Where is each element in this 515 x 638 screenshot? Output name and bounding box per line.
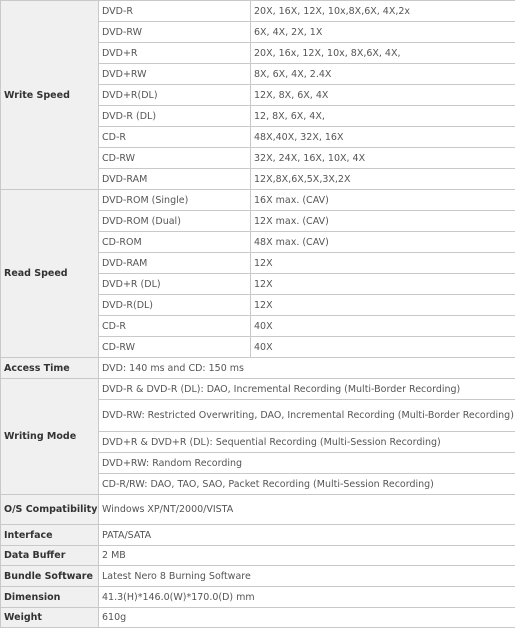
write-speed-value: 20X, 16x, 12X, 10x, 8X,6X, 4X, bbox=[251, 43, 515, 64]
read-speed-media: DVD+R (DL) bbox=[99, 274, 251, 295]
read-speed-value: 12X bbox=[251, 274, 515, 295]
read-speed-label: Read Speed bbox=[1, 190, 99, 358]
read-speed-value: 48X max. (CAV) bbox=[251, 232, 515, 253]
write-speed-media: DVD+R bbox=[99, 43, 251, 64]
dimension-value: 41.3(H)*146.0(W)*170.0(D) mm bbox=[99, 587, 515, 608]
write-speed-value: 12X, 8X, 6X, 4X bbox=[251, 85, 515, 106]
write-speed-media: CD-RW bbox=[99, 148, 251, 169]
spec-row-access-time bbox=[1, 358, 515, 379]
read-speed-media: DVD-ROM (Dual) bbox=[99, 211, 251, 232]
spec-row-read-speed bbox=[1, 190, 515, 211]
spec-row-data-buffer bbox=[1, 546, 515, 566]
writing-mode-value: DVD-RW: Restricted Overwriting, DAO, Incremental Recording (Multi-Border Recording) bbox=[99, 400, 515, 432]
read-speed-value: 12X bbox=[251, 253, 515, 274]
read-speed-media: CD-RW bbox=[99, 337, 251, 358]
write-speed-media: DVD+R(DL) bbox=[99, 85, 251, 106]
read-speed-value: 16X max. (CAV) bbox=[251, 190, 515, 211]
spec-row-dimension bbox=[1, 587, 515, 608]
access-time-value: DVD: 140 ms and CD: 150 ms bbox=[99, 358, 515, 379]
bundle-software-label: Bundle Software bbox=[1, 566, 99, 587]
read-speed-value: 12X max. (CAV) bbox=[251, 211, 515, 232]
write-speed-value: 12, 8X, 6X, 4X, bbox=[251, 106, 515, 127]
write-speed-label: Write Speed bbox=[1, 1, 99, 190]
os-compatibility-label: O/S Compatibility bbox=[1, 495, 99, 525]
weight-value: 610g bbox=[99, 608, 515, 628]
write-speed-value: 12X,8X,6X,5X,3X,2X bbox=[251, 169, 515, 190]
write-speed-value: 48X,40X, 32X, 16X bbox=[251, 127, 515, 148]
dimension-label: Dimension bbox=[1, 587, 99, 608]
write-speed-media: CD-R bbox=[99, 127, 251, 148]
writing-mode-value: DVD+R & DVD+R (DL): Sequential Recording (Multi-Session Recording) bbox=[99, 432, 515, 453]
interface-label: Interface bbox=[1, 525, 99, 546]
write-speed-media: DVD-RW bbox=[99, 22, 251, 43]
write-speed-value: 32X, 24X, 16X, 10X, 4X bbox=[251, 148, 515, 169]
write-speed-media: DVD-R bbox=[99, 1, 251, 22]
write-speed-value: 8X, 6X, 4X, 2.4X bbox=[251, 64, 515, 85]
spec-row-interface bbox=[1, 525, 515, 546]
access-time-label: Access Time bbox=[1, 358, 99, 379]
write-speed-media: DVD-R (DL) bbox=[99, 106, 251, 127]
bundle-software-value: Latest Nero 8 Burning Software bbox=[99, 566, 515, 587]
read-speed-media: CD-ROM bbox=[99, 232, 251, 253]
spec-row-writing-mode bbox=[1, 379, 515, 400]
writing-mode-value: DVD-R & DVD-R (DL): DAO, Incremental Recording (Multi-Border Recording) bbox=[99, 379, 515, 400]
spec-row-bundle-software bbox=[1, 566, 515, 587]
read-speed-value: 12X bbox=[251, 295, 515, 316]
write-speed-media: DVD+RW bbox=[99, 64, 251, 85]
read-speed-value: 40X bbox=[251, 316, 515, 337]
spec-row-os bbox=[1, 495, 515, 525]
writing-mode-value: CD-R/RW: DAO, TAO, SAO, Packet Recording (Multi-Session Recording) bbox=[99, 474, 515, 495]
writing-mode-value: DVD+RW: Random Recording bbox=[99, 453, 515, 474]
data-buffer-value: 2 MB bbox=[99, 546, 515, 566]
spec-row-weight bbox=[1, 608, 515, 628]
read-speed-media: DVD-RAM bbox=[99, 253, 251, 274]
write-speed-value: 20X, 16X, 12X, 10x,8X,6X, 4X,2x bbox=[251, 1, 515, 22]
read-speed-media: DVD-ROM (Single) bbox=[99, 190, 251, 211]
spec-row-write-speed bbox=[1, 1, 515, 22]
interface-value: PATA/SATA bbox=[99, 525, 515, 546]
write-speed-media: DVD-RAM bbox=[99, 169, 251, 190]
read-speed-media: DVD-R(DL) bbox=[99, 295, 251, 316]
read-speed-media: CD-R bbox=[99, 316, 251, 337]
read-speed-value: 40X bbox=[251, 337, 515, 358]
os-compatibility-value: Windows XP/NT/2000/VISTA bbox=[99, 495, 515, 525]
weight-label: Weight bbox=[1, 608, 99, 628]
writing-mode-label: Writing Mode bbox=[1, 379, 99, 495]
write-speed-value: 6X, 4X, 2X, 1X bbox=[251, 22, 515, 43]
data-buffer-label: Data Buffer bbox=[1, 546, 99, 566]
